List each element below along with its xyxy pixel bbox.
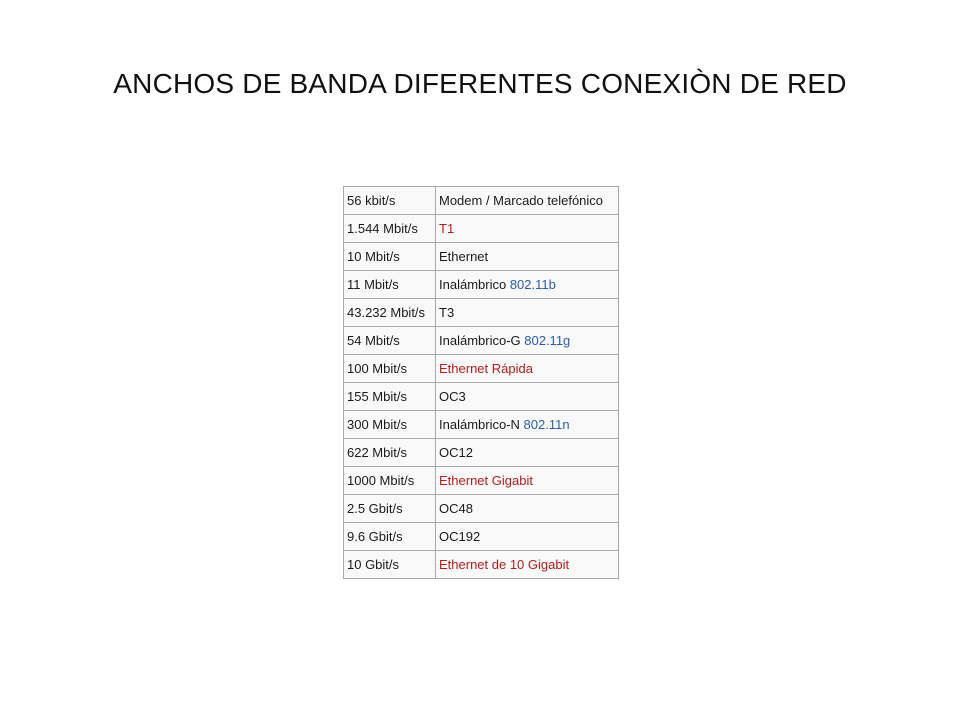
speed-cell: 56 kbit/s bbox=[344, 187, 436, 215]
connection-link[interactable]: Ethernet Rápida bbox=[439, 361, 533, 376]
table-row bbox=[344, 355, 619, 383]
connection-cell bbox=[436, 215, 619, 243]
connection-cell bbox=[436, 551, 619, 579]
speed-cell: 155 Mbit/s bbox=[344, 383, 436, 411]
speed-cell: 300 Mbit/s bbox=[344, 411, 436, 439]
connection-text: Inalámbrico bbox=[439, 277, 510, 292]
speed-cell: 10 Mbit/s bbox=[344, 243, 436, 271]
table-row bbox=[344, 383, 619, 411]
connection-link[interactable]: Ethernet de 10 Gigabit bbox=[439, 557, 570, 572]
table-row bbox=[344, 299, 619, 327]
speed-cell: 11 Mbit/s bbox=[344, 271, 436, 299]
bandwidth-table-body bbox=[344, 187, 619, 579]
connection-link[interactable]: T1 bbox=[439, 221, 455, 236]
connection-link[interactable]: 802.11n bbox=[523, 417, 570, 432]
speed-cell: 622 Mbit/s bbox=[344, 439, 436, 467]
speed-cell: 54 Mbit/s bbox=[344, 327, 436, 355]
table-row bbox=[344, 243, 619, 271]
connection-link[interactable]: 802.11b bbox=[509, 277, 556, 292]
connection-text: OC12 bbox=[439, 445, 473, 460]
speed-cell: 100 Mbit/s bbox=[344, 355, 436, 383]
connection-text: Ethernet bbox=[439, 249, 489, 264]
connection-text: OC48 bbox=[439, 501, 473, 516]
table-row bbox=[344, 495, 619, 523]
table-row bbox=[344, 327, 619, 355]
speed-cell: 2.5 Gbit/s bbox=[344, 495, 436, 523]
table-row bbox=[344, 439, 619, 467]
table-row bbox=[344, 551, 619, 579]
connection-text: T3 bbox=[439, 305, 455, 320]
connection-link[interactable]: Ethernet Gigabit bbox=[439, 473, 533, 488]
table-row bbox=[344, 271, 619, 299]
connection-cell bbox=[436, 271, 619, 299]
connection-cell bbox=[436, 243, 619, 271]
table-row bbox=[344, 411, 619, 439]
connection-cell bbox=[436, 523, 619, 551]
table-row bbox=[344, 467, 619, 495]
connection-text: OC192 bbox=[439, 529, 481, 544]
speed-cell: 9.6 Gbit/s bbox=[344, 523, 436, 551]
connection-cell bbox=[436, 495, 619, 523]
connection-cell bbox=[436, 327, 619, 355]
speed-cell: 10 Gbit/s bbox=[344, 551, 436, 579]
connection-cell bbox=[436, 467, 619, 495]
connection-cell bbox=[436, 355, 619, 383]
speed-cell: 43.232 Mbit/s bbox=[344, 299, 436, 327]
connection-text: Inalámbrico-G bbox=[439, 333, 525, 348]
connection-cell bbox=[436, 187, 619, 215]
connection-cell bbox=[436, 411, 619, 439]
connection-cell bbox=[436, 383, 619, 411]
connection-text: OC3 bbox=[439, 389, 466, 404]
table-row bbox=[344, 215, 619, 243]
connection-cell bbox=[436, 439, 619, 467]
connection-text: Inalámbrico-N bbox=[439, 417, 524, 432]
slide-title: ANCHOS DE BANDA DIFERENTES CONEXIÒN DE RED bbox=[113, 68, 847, 99]
connection-text: Modem / Marcado telefónico bbox=[439, 193, 604, 208]
bandwidth-table bbox=[343, 186, 619, 579]
table-row bbox=[344, 187, 619, 215]
speed-cell: 1000 Mbit/s bbox=[344, 467, 436, 495]
connection-link[interactable]: 802.11g bbox=[524, 333, 571, 348]
table-row bbox=[344, 523, 619, 551]
connection-cell bbox=[436, 299, 619, 327]
speed-cell: 1.544 Mbit/s bbox=[344, 215, 436, 243]
